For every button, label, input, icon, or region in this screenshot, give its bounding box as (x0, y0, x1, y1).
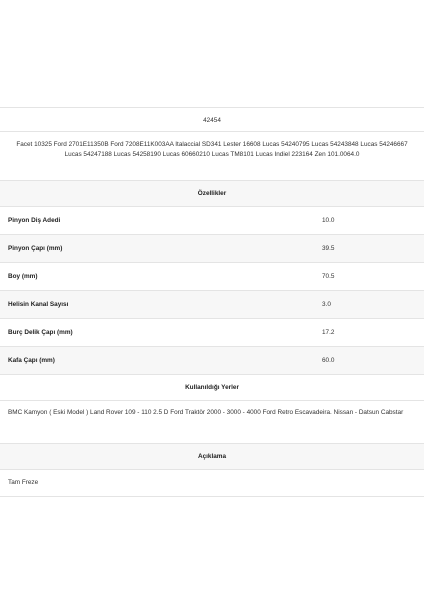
spec-value: 10.0 (322, 216, 335, 224)
usage-text-row (0, 401, 424, 444)
features-heading: Özellikler (197, 190, 227, 197)
spec-label: Pinyon Diş Adedi (8, 216, 61, 224)
spec-row (0, 319, 424, 347)
description-heading-row (0, 444, 424, 470)
usage-heading: Kullanıldığı Yerler (185, 384, 239, 391)
description-text: Tam Freze (8, 479, 39, 486)
spec-label: Kafa Çapı (mm) (8, 356, 55, 364)
features-heading-row (0, 181, 424, 207)
product-detail-sheet (0, 107, 424, 497)
reference-numbers: Facet 10325 Ford 2701E11350B Ford 7208E11K003AA Italaccial SD341 Lester 16608 Lucas 54240795 Lucas 54243848 Lucas 54246667 Lucas 54247188 Lucas 54258190 Lucas 60660210 Lucas TM8101 Lucas Indiel 223164 Zen 101.0064.0 (16, 141, 408, 158)
description-text-row (0, 470, 424, 497)
spec-value: 17.2 (322, 328, 335, 336)
spec-row (0, 235, 424, 263)
spec-label: Boy (mm) (8, 272, 38, 280)
product-code-row (0, 107, 424, 132)
spec-row (0, 207, 424, 235)
spec-label: Pinyon Çapı (mm) (8, 244, 63, 252)
description-heading: Açıklama (197, 453, 227, 460)
spec-value: 60.0 (322, 356, 335, 364)
spec-row (0, 263, 424, 291)
spec-value: 3.0 (322, 300, 331, 308)
spec-row (0, 347, 424, 375)
spec-row (0, 291, 424, 319)
usage-heading-row (0, 375, 424, 401)
product-code: 42454 (203, 117, 221, 124)
references-row (0, 132, 424, 181)
spec-label: Burç Delik Çapı (mm) (8, 328, 73, 336)
spec-label: Helisin Kanal Sayısı (8, 300, 69, 308)
usage-text: BMC Kamyon ( Eski Model ) Land Rover 109 - 110 2.5 D Ford Traktör 2000 - 3000 - 4000 Ford Retro Escavadeira. Nissan - Datsun Cabstar (8, 409, 404, 416)
spec-value: 70.5 (322, 272, 335, 280)
spec-value: 39.5 (322, 244, 335, 252)
